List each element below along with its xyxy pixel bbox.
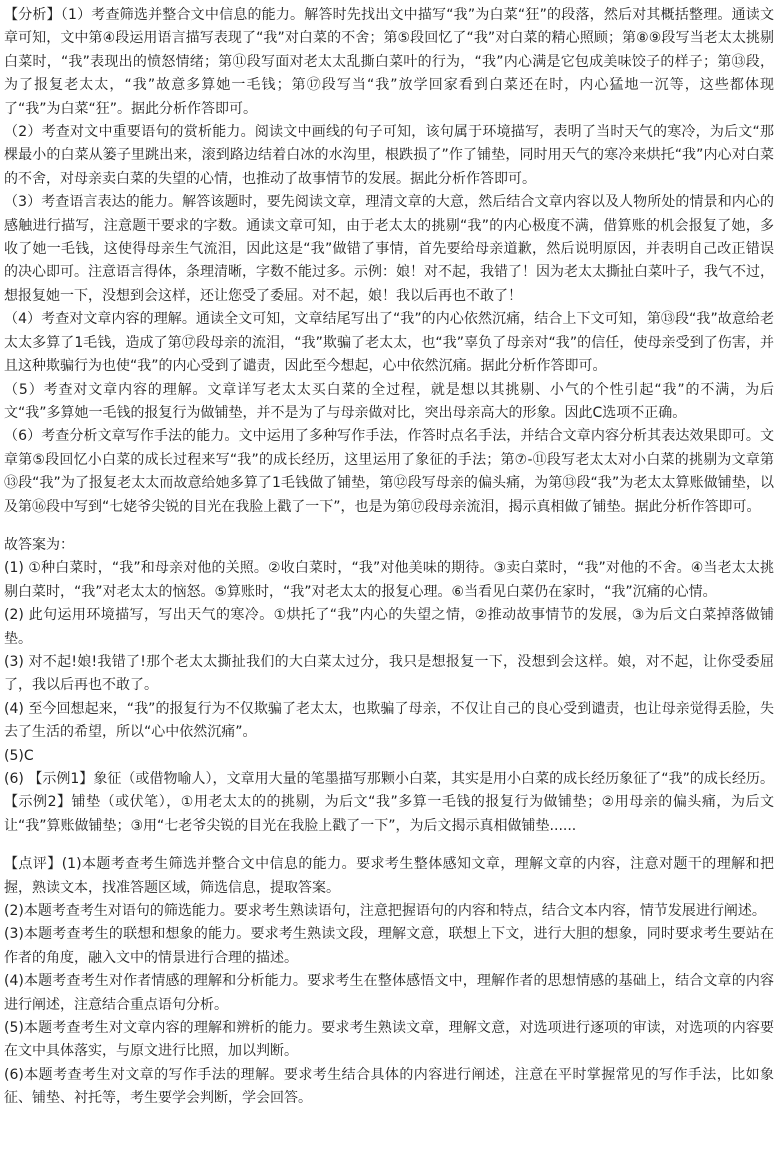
comment-item: 【点评】(1)本题考查考生筛选并整合文中信息的能力。要求考生整体感知文章，理解文章的内容，注意对题干的理解和把握，熟读文本，找准答题区域，筛选信息，提取答案。 [4,856,774,896]
section-divider [4,519,774,534]
answer-item: (1) ①种白菜时，“我”和母亲对他的关照。②收白菜时，“我”对他美味的期待。③卖白菜时，“我”对他的不舍。④当老太太挑剔白菜时，“我”对老太太的恼怒。⑤算账时，“我”对老太太的报复心理。⑥当看见白菜仍在家时，“我”沉痛的心情。 [4,560,774,600]
comment-item: (5)本题考查考生对文章内容的理解和辨析的能力。要求考生熟读文章，理解文意，对选项进行逐项的审读，对选项的内容要在文中具体落实，与原文进行比照，加以判断。 [4,1020,774,1060]
answer-item: (6) 【示例1】象征（或借物喻人），文章用大量的笔墨描写那颗小白菜，其实是用小白菜的成长经历象征了“我”的成长经历。【示例2】铺垫（或伏笔），①用老太太的的挑剔，为后文“我”多算一毛钱的报复行为做铺垫；②用母亲的偏头痛，为后文让“我”算账做铺垫；③用“七老爷尖锐的目光在我脸上戳了一下”，为后文揭示真相做铺垫...... [4,771,774,834]
answer-item: (3) 对不起!娘!我错了!那个老太太撕扯我们的大白菜太过分，我只是想报复一下，没想到会这样。娘，对不起，让你受委屈了，我以后再也不敢了。 [4,653,774,694]
analysis-paragraph: （2）考查对文中重要语句的赏析能力。阅读文中画线的句子可知，该句属于环境描写，表明了当时天气的寒冷，为后文“那棵最小的白菜从篓子里跳出来，滚到路边结着白冰的水沟里，根跌损了”作了铺垫，同时用天气的寒冷来烘托“我”内心对白菜的不舍，对母亲卖白菜的失望的心情，也推动了故事情节的发展。据此分析作答即可。 [4,124,774,187]
analysis-paragraph: （4）考查对文章内容的理解。通读全文可知，文章结尾写出了“我”的内心依然沉痛，结合上下文可知，第⑬段“我”故意给老太太多算了1毛钱，造成了第⑰段母亲的流泪，“我”欺骗了老太太，也“我”辜负了母亲对“我”的信任，使母亲受到了伤害，并且这种欺骗行为也使“我”的内心受到了谴责，因此至今想起，心中依然沉痛。据此分析作答即可。 [4,311,774,375]
comment-item: (4)本题考查考生对作者情感的理解和分析能力。要求考生在整体感悟文中，理解作者的思想情感的基础上，结合文章的内容进行阐述，注意结合重点语句分析。 [4,973,774,1013]
analysis-section [4,4,774,519]
answer-item: (5)C [4,747,34,764]
answers-section [4,534,774,838]
answers-heading: 故答案为： [4,536,74,553]
analysis-paragraph: （5）考查对文章内容的理解。文章详写老太太买白菜的全过程，就是想以其挑剔、小气的个性引起“我”的不满，为后文“我”多算她一毛钱的报复行为做铺垫，并不是为了与母亲做对比，突出母亲高大的形象。因此C选项不正确。 [4,381,774,421]
comments-section [4,853,774,1110]
analysis-paragraph: 【分析】（1）考查筛选并整合文中信息的能力。解答时先找出文中描写“我”为白菜“狂”的段落，然后对其概括整理。通读文章可知，文中第④段运用语言描写表现了“我”对白菜的不舍；第⑤段回忆了“我”对白菜的精心照顾；第⑧⑨段写当老太太挑剔白菜时，“我”表现出的愤怒情绪；第⑪段写面对老太太乱撕白菜叶的行为，“我”内心满是它包成美味饺子的样子；第⑬段，为了报复老太太，“我”故意多算她一毛钱；第⑰段写当“我”放学回家看到白菜还在时，内心猛地一沉等，这些都体现了“我”为白菜“狂”。据此分析作答即可。 [4,7,774,117]
analysis-paragraph: （3）考查语言表达的能力。解答该题时，要先阅读文章，理清文章的大意，然后结合文章内容以及人物所处的情景和内心的感触进行描写，注意题干要求的字数。通读文章可知，由于老太太的挑剔“我”的内心极度不满，借算账的机会报复了她，多收了她一毛钱，这使得母亲生气流泪，因此这是“我”做错了事情，首先要给母亲道歉，然后说明原因，并表明自己改正错误的决心即可。注意语言得体，条理清晰，字数不能过多。示例：娘！对不起，我错了！因为老太太撕扯白菜叶子，我气不过，想报复她一下，没想到会这样，还让您受了委屈。对不起，娘！我以后再也不敢了！ [4,194,774,304]
comment-item: (6)本题考查考生对文章的写作手法的理解。要求考生结合具体的内容进行阐述，注意在平时掌握常见的写作手法，比如象征、铺垫、衬托等，考生要学会判断，学会回答。 [4,1066,774,1107]
answer-item: (2) 此句运用环境描写，写出天气的寒冷。①烘托了“我”内心的失望之情，②推动故事情节的发展，③为后文白菜掉落做铺垫。 [4,607,774,647]
comment-item: (2)本题考查考生对语句的筛选能力。要求考生熟读语句，注意把握语句的内容和特点，结合文本内容，情节发展进行阐述。 [4,903,766,920]
analysis-paragraph: （6）考查分析文章写作手法的能力。文中运用了多种写作手法，作答时点名手法，并结合文章内容分析其表达效果即可。文章第⑤段回忆小白菜的成长过程来写“我”的成长经历，这里运用了象征的手法；第⑦-⑪段写老太太对小白菜的挑剔为文章第⑬段“我”为了报复老太太而故意给她多算了1毛钱做了铺垫，第⑫段写母亲的偏头痛，为第⑬段“我”为老太太算账做铺垫，以及第⑯段中写到“七姥爷尖锐的目光在我脸上戳了一下”，也是为第⑰段母亲流泪，揭示真相做了铺垫。据此分析作答即可。 [4,428,774,515]
section-divider [4,838,774,853]
comment-item: (3)本题考查考生的联想和想象的能力。要求考生熟读文段，理解文意，联想上下文，进行大胆的想象，同时要求考生要站在作者的角度，融入文中的情景进行合理的描述。 [4,926,774,966]
answer-item: (4) 至今回想起来，“我”的报复行为不仅欺骗了老太太，也欺骗了母亲，不仅让自己的良心受到谴责，也让母亲觉得丢脸，失去了生活的希望，所以“心中依然沉痛”。 [4,700,774,741]
